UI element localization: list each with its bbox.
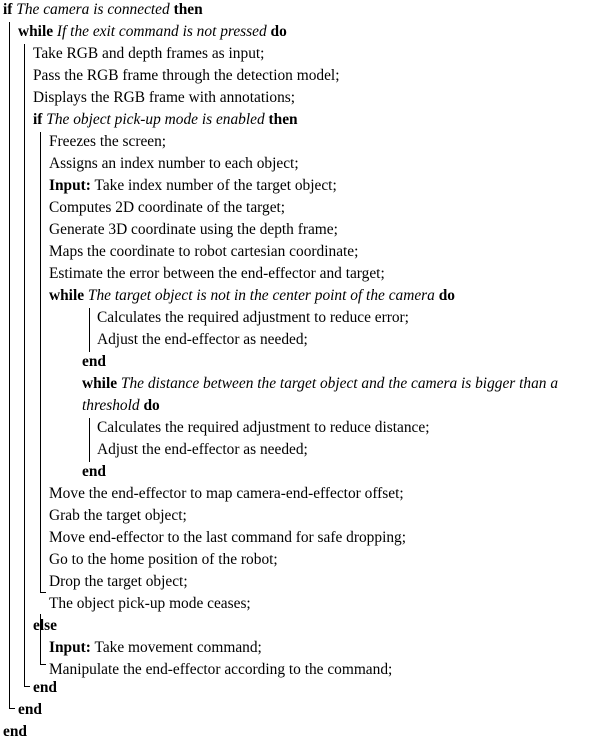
line-if-pickup <box>33 110 298 130</box>
line-input-move <box>49 638 262 658</box>
statement-input-move: Take movement command; <box>94 639 262 656</box>
keyword-if: if <box>33 111 43 128</box>
line-while-distance-2 <box>82 396 160 416</box>
condition-threshold: threshold <box>82 397 140 414</box>
line-while-center <box>49 286 455 306</box>
indent-tick-if-camera <box>9 708 15 709</box>
statement-freeze: Freezes the screen; <box>49 133 167 150</box>
statement-assign-index: Assigns an index number to each object; <box>49 155 299 172</box>
indent-bar-if-camera <box>9 22 10 708</box>
statement-generate-3d: Generate 3D coordinate using the depth frame; <box>49 221 338 238</box>
statement-grab: Grab the target object; <box>49 507 187 524</box>
statement-compute-2d: Computes 2D coordinate of the target; <box>49 199 286 216</box>
statement-adjust-1: Adjust the end-effector as needed; <box>97 331 308 348</box>
keyword-end-while-exit: end <box>18 701 42 718</box>
keyword-end-if-pickup: end <box>33 679 57 696</box>
indent-bar-while-exit <box>24 44 25 686</box>
indent-bar-while-center <box>89 308 90 352</box>
indent-tick-if-pickup <box>40 592 46 593</box>
indent-bar-if-pickup <box>40 132 41 592</box>
keyword-while: while <box>82 375 118 392</box>
line-input-index <box>49 176 337 196</box>
statement-calc-error: Calculates the required adjustment to reduce error; <box>97 309 409 326</box>
statement-manipulate: Manipulate the end-effector according to the command; <box>49 661 393 678</box>
keyword-then: then <box>173 1 203 18</box>
condition-pickup-enabled: The object pick-up mode is enabled <box>46 111 265 128</box>
statement-input-index: Take index number of the target object; <box>94 177 337 194</box>
keyword-end-while-distance: end <box>82 463 106 480</box>
keyword-do: do <box>270 23 287 40</box>
keyword-input: Input: <box>49 639 91 656</box>
statement-display-frame: Displays the RGB frame with annotations; <box>33 89 296 106</box>
keyword-end-if-camera: end <box>3 723 27 740</box>
statement-move-offset: Move the end-effector to map camera-end-effector offset; <box>49 485 404 502</box>
keyword-input: Input: <box>49 177 91 194</box>
condition-distance-bigger: The distance between the target object and the camera is bigger than a <box>120 375 559 392</box>
statement-mode-ceases: The object pick-up mode ceases; <box>49 595 251 612</box>
keyword-while: while <box>49 287 85 304</box>
statement-calc-distance: Calculates the required adjustment to reduce distance; <box>97 419 430 436</box>
statement-move-last: Move end-effector to the last command for safe dropping; <box>49 529 407 546</box>
statement-take-frames: Take RGB and depth frames as input; <box>33 45 265 62</box>
keyword-while: while <box>18 23 54 40</box>
condition-camera-connected: The camera is connected <box>16 1 170 18</box>
statement-go-home: Go to the home position of the robot; <box>49 551 278 568</box>
keyword-end-while-center: end <box>82 353 106 370</box>
statement-adjust-2: Adjust the end-effector as needed; <box>97 441 308 458</box>
statement-drop: Drop the target object; <box>49 573 188 590</box>
line-if-camera <box>3 0 203 20</box>
keyword-else: else <box>33 617 57 634</box>
indent-tick-else <box>40 664 46 665</box>
line-while-exit <box>18 22 287 42</box>
keyword-then: then <box>268 111 298 128</box>
statement-estimate-error: Estimate the error between the end-effector and target; <box>49 265 385 282</box>
indent-tick-while-exit <box>24 686 30 687</box>
condition-target-not-center: The target object is not in the center point of the camera <box>87 287 435 304</box>
keyword-do: do <box>143 397 160 414</box>
keyword-do: do <box>438 287 455 304</box>
keyword-if: if <box>3 1 13 18</box>
line-while-distance-1 <box>82 374 558 394</box>
statement-pass-detection: Pass the RGB frame through the detection model; <box>33 67 340 84</box>
statement-map-coord: Maps the coordinate to robot cartesian coordinate; <box>49 243 359 260</box>
indent-bar-while-distance <box>89 418 90 462</box>
condition-exit-not-pressed: If the exit command is not pressed <box>56 23 267 40</box>
